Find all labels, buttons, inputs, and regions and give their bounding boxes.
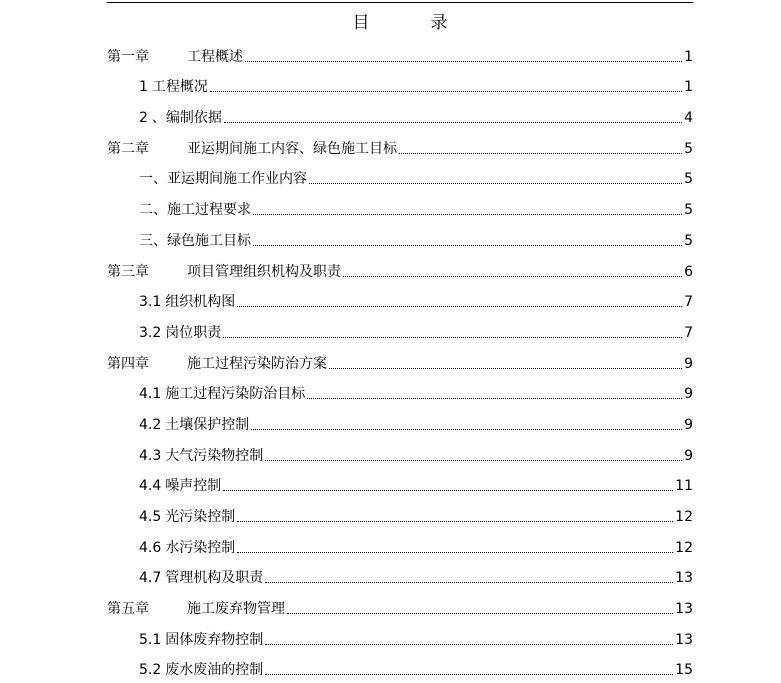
entry-number: 2 (139, 110, 148, 127)
toc-entry-4-4[interactable] (107, 465, 693, 496)
toc-title-char-1: 目 (352, 12, 370, 33)
entry-number: 5.1 (139, 631, 162, 648)
entry-title: 土壤保护控制 (165, 416, 250, 433)
entry-number: 4.2 (139, 416, 162, 433)
toc-title-char-2: 录 (430, 12, 448, 33)
toc-entry-5-2[interactable] (107, 649, 693, 680)
dot-leader (210, 91, 682, 92)
dot-leader (265, 460, 682, 461)
entry-title: 施工废弃物管理 (187, 601, 285, 618)
entry-title: 噪声控制 (165, 478, 222, 495)
dot-leader (399, 153, 682, 154)
entry-page-number: 11 (675, 478, 693, 495)
dot-leader (223, 337, 682, 338)
toc-list (107, 35, 693, 679)
entry-title: 施工过程污染防治方案 (187, 355, 327, 372)
entry-page-number: 13 (675, 601, 693, 618)
entry-number: 3.1 (139, 294, 162, 311)
toc-entry-4-5[interactable] (107, 495, 693, 526)
toc-entry-chapter-2[interactable] (107, 127, 693, 158)
toc-entry-chapter-1[interactable] (107, 35, 693, 66)
toc-entry-5-1[interactable] (107, 618, 693, 649)
entry-page-number: 5 (684, 202, 693, 219)
entry-title: 光污染控制 (165, 509, 236, 525)
dot-leader (309, 183, 682, 184)
toc-entry-4-3[interactable] (107, 434, 693, 465)
dot-leader (245, 61, 682, 62)
dot-leader (307, 398, 682, 399)
entry-page-number: 7 (684, 324, 693, 341)
entry-page-number: 9 (684, 386, 693, 403)
toc-entry-chapter-4[interactable] (107, 342, 693, 373)
toc-entry-4-6[interactable] (107, 526, 693, 557)
entry-page-number: 5 (684, 140, 693, 157)
entry-page-number: 13 (675, 631, 693, 648)
dot-leader (237, 552, 673, 553)
entry-number: 4.6 (139, 539, 162, 556)
toc-entry-4-2[interactable] (107, 403, 693, 434)
dot-leader (237, 521, 673, 522)
entry-title: 固体废弃物控制 (165, 631, 264, 648)
dot-leader (287, 613, 673, 614)
entry-title: 水污染控制 (165, 539, 236, 556)
dot-leader (253, 245, 682, 246)
entry-title: 工程概况 (151, 79, 208, 96)
dot-leader (265, 674, 673, 675)
toc-entry-3-1[interactable] (107, 281, 693, 312)
entry-page-number: 12 (675, 509, 693, 525)
dot-leader (265, 582, 673, 583)
dot-leader (253, 214, 682, 215)
dot-leader (224, 122, 682, 123)
entry-page-number: 1 (684, 79, 693, 96)
entry-number: 4.4 (139, 478, 162, 495)
entry-title: 废水废油的控制 (165, 662, 264, 679)
toc-entry-3-2[interactable] (107, 311, 693, 342)
toc-entry-chapter-5[interactable] (107, 587, 693, 618)
entry-title: 岗位职责 (165, 324, 222, 341)
entry-number: 4.3 (139, 447, 162, 464)
entry-number: 3.2 (139, 324, 162, 341)
entry-number: 第二章 (107, 140, 149, 157)
top-rule (107, 2, 693, 3)
toc-entry-chapter-3[interactable] (107, 250, 693, 281)
entry-number: 4.1 (139, 386, 162, 403)
entry-number: 4.7 (139, 570, 162, 587)
entry-title: 大气污染物控制 (165, 447, 264, 464)
entry-number: 第五章 (107, 601, 149, 618)
entry-title: 亚运期间施工内容、绿色施工目标 (187, 140, 397, 157)
entry-title: 管理机构及职责 (165, 570, 264, 587)
dot-leader (251, 429, 682, 430)
entry-page-number: 4 (684, 110, 693, 127)
entry-page-number: 9 (684, 447, 693, 464)
entry-page-number: 5 (684, 232, 693, 249)
dot-leader (343, 276, 682, 277)
dot-leader (265, 644, 673, 645)
toc-title (107, 6, 693, 34)
entry-title: 施工过程污染防治目标 (165, 386, 306, 403)
entry-number: 第四章 (107, 355, 149, 372)
entry-page-number: 12 (675, 539, 693, 556)
entry-page-number: 6 (684, 263, 693, 280)
entry-title: 、编制依据 (151, 110, 222, 127)
toc-entry-2-2[interactable] (107, 188, 693, 219)
dot-leader (223, 490, 673, 491)
entry-number: 第一章 (107, 48, 149, 65)
entry-title: 工程概述 (187, 48, 243, 65)
toc-entry-2-1[interactable] (107, 158, 693, 189)
entry-page-number: 1 (684, 48, 693, 65)
entry-number: 4.5 (139, 509, 162, 525)
toc-entry-2[interactable] (107, 96, 693, 127)
dot-leader (329, 368, 682, 369)
entry-page-number: 9 (684, 355, 693, 372)
toc-entry-1[interactable] (107, 66, 693, 97)
entry-page-number: 9 (684, 416, 693, 433)
entry-title: 二、施工过程要求 (139, 202, 251, 219)
dot-leader (237, 306, 682, 307)
entry-number: 1 (139, 79, 148, 96)
entry-title: 组织机构图 (165, 294, 236, 311)
entry-page-number: 13 (675, 570, 693, 587)
entry-page-number: 15 (675, 662, 693, 679)
entry-page-number: 7 (684, 294, 693, 311)
entry-number: 第三章 (107, 263, 149, 280)
toc-entry-2-3[interactable] (107, 219, 693, 250)
entry-title: 项目管理组织机构及职责 (187, 263, 341, 280)
entry-title: 三、绿色施工目标 (139, 232, 251, 249)
toc-entry-4-1[interactable] (107, 373, 693, 404)
toc-entry-4-7[interactable] (107, 557, 693, 588)
entry-page-number: 5 (684, 171, 693, 188)
entry-number: 5.2 (139, 662, 162, 679)
entry-title: 一、亚运期间施工作业内容 (139, 171, 307, 188)
